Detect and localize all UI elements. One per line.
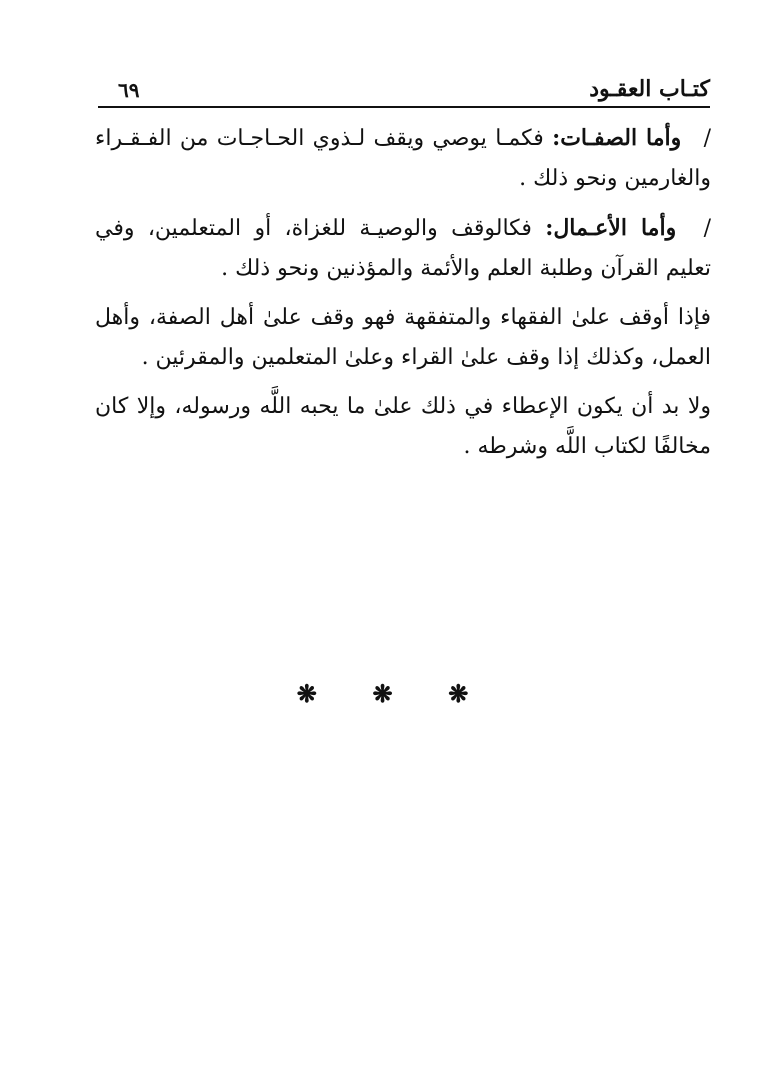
paragraph-attributes: [95, 118, 711, 199]
asterism-icon: ❋: [372, 679, 393, 708]
paragraph-jurists: [95, 298, 711, 378]
paragraph-marker: /: [703, 216, 711, 241]
paragraph-heading: وأما الأعـمال:: [545, 215, 677, 241]
paragraph-marker: /: [703, 126, 712, 151]
paragraph-text: فكمـا يوصي ويقف لـذوي الحـاجـات من الفـقـراء والغارمين ونحو ذلك .: [95, 126, 711, 191]
paragraph-heading: وأما الصفـات:: [552, 125, 682, 151]
paragraph-deeds: [95, 208, 711, 289]
paragraph-giving: [95, 387, 711, 467]
running-title: كتـاب العقـود: [589, 76, 710, 102]
page-header: [98, 72, 710, 108]
header-rule: [98, 106, 710, 108]
section-end-ornaments: [0, 674, 765, 714]
page-body: [95, 118, 711, 467]
asterism-icon: ❋: [296, 679, 317, 708]
paragraph-text: فإذا أوقف علىٰ الفقهاء والمتفقهة فهو وقف علىٰ أهل الصفة، وأهل العمل، وكذلك إذا وقف علىٰ القراء وعلىٰ المتعلمين والمقرئين .: [95, 305, 711, 370]
asterism-icon: ❋: [448, 679, 469, 708]
page-number: ٦٩: [118, 78, 140, 102]
paragraph-text: فكالوقف والوصيـة للغزاة، أو المتعلمين، وفي تعليم القرآن وطلبة العلم والأئمة والمؤذنين ونحو ذلك .: [95, 216, 711, 281]
paragraph-text: ولا بد أن يكون الإعطاء في ذلك علىٰ ما يحبه اللَّه ورسوله، وإلا كان مخالفًا لكتاب اللَّه وشرطه .: [95, 394, 711, 459]
